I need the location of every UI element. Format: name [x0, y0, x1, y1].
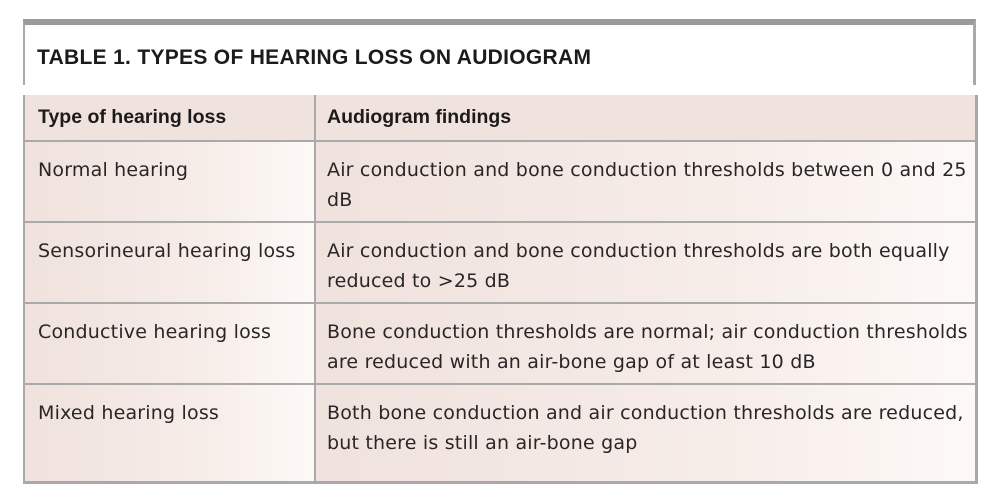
table-header-row: [24, 95, 977, 141]
cell-type: Normal hearing: [24, 141, 315, 222]
cell-findings: Bone conduction thresholds are normal; air conduction thresholds are reduced with an air-bone gap of at least 10 dB: [315, 303, 977, 384]
cell-type: Mixed hearing loss: [24, 384, 315, 482]
hearing-loss-table: [23, 95, 978, 484]
column-header-findings: Audiogram findings: [315, 95, 977, 141]
table-row: [24, 141, 977, 222]
cell-type: Sensorineural hearing loss: [24, 222, 315, 303]
column-header-type: Type of hearing loss: [24, 95, 315, 141]
cell-type: Conductive hearing loss: [24, 303, 315, 384]
table-title-box: [23, 19, 976, 85]
table-row: [24, 303, 977, 384]
table-title: TABLE 1. TYPES OF HEARING LOSS ON AUDIOGRAM: [37, 46, 592, 69]
cell-findings: Air conduction and bone conduction thresholds are both equally reduced to >25 dB: [315, 222, 977, 303]
cell-findings: Air conduction and bone conduction thresholds between 0 and 25 dB: [315, 141, 977, 222]
cell-findings: Both bone conduction and air conduction thresholds are reduced, but there is still an air-bone gap: [315, 384, 977, 482]
table-row: [24, 384, 977, 482]
table-row: [24, 222, 977, 303]
